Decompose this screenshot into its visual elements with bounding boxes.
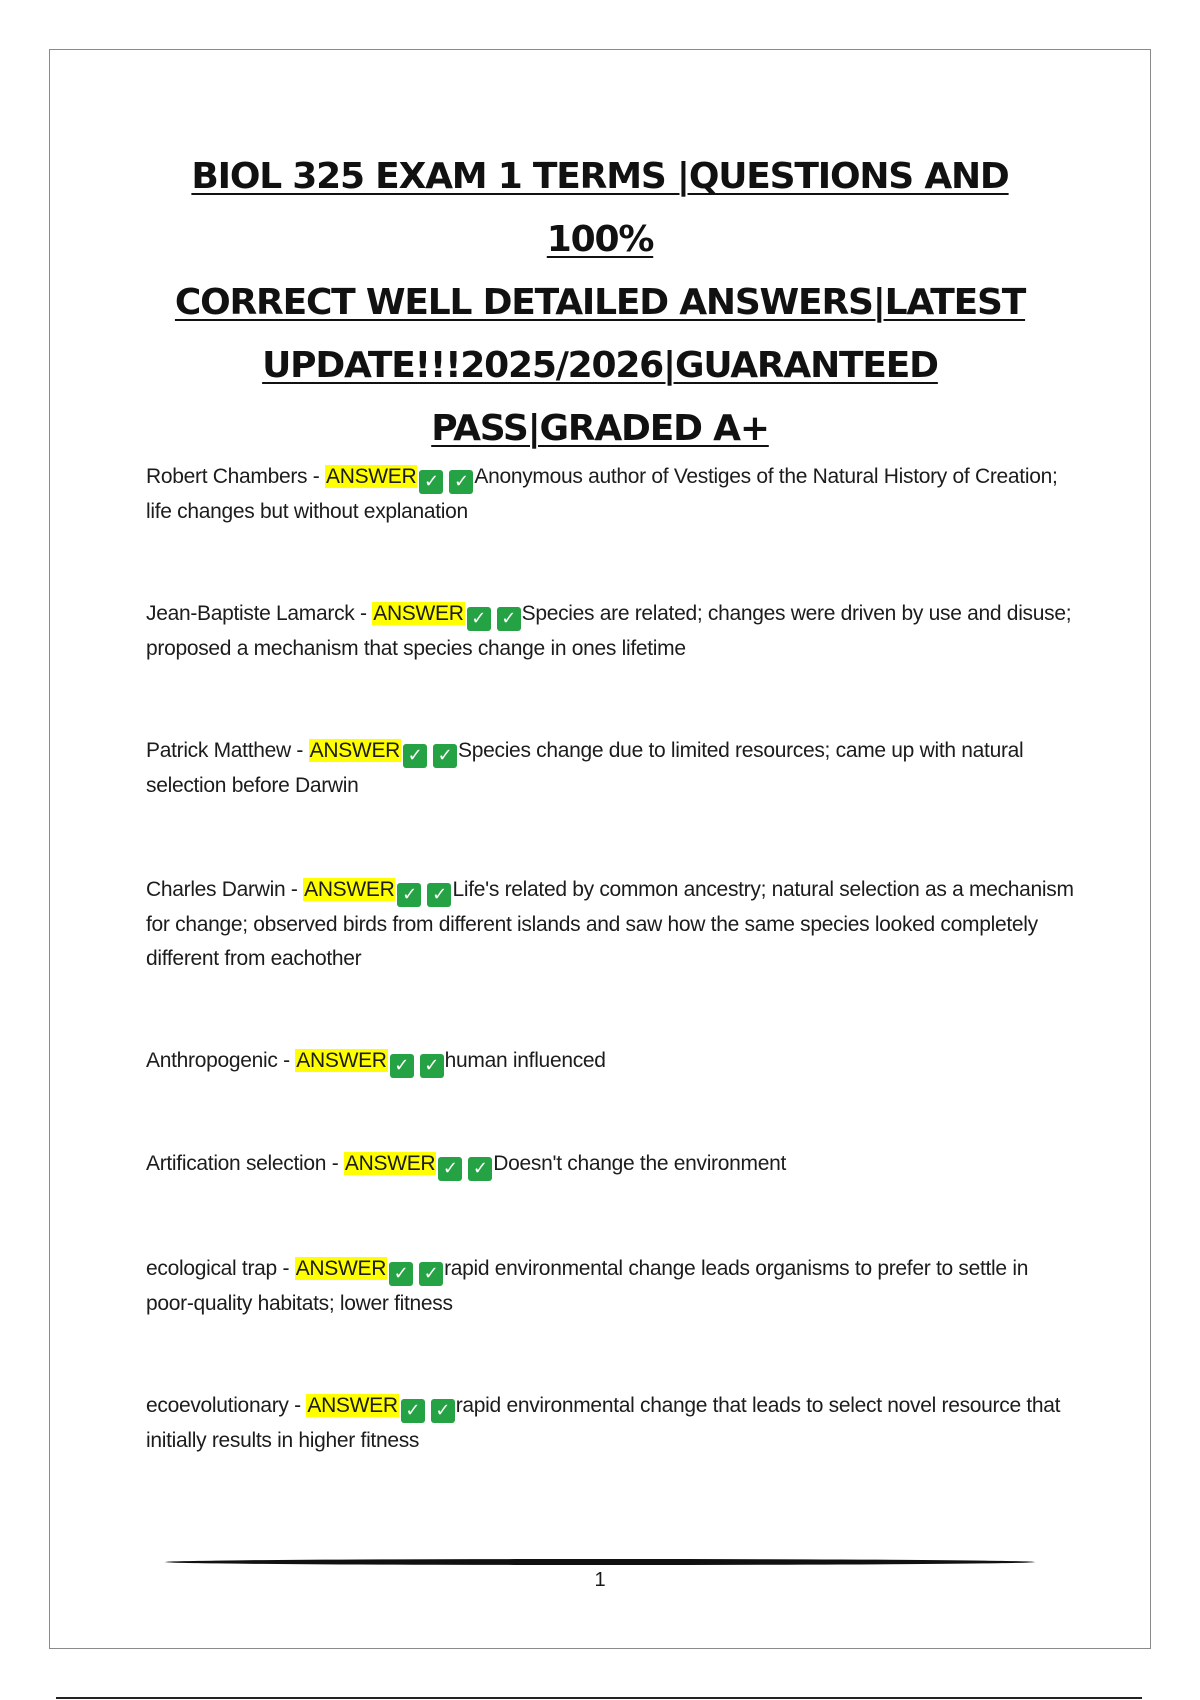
term-entry <box>146 1147 1076 1182</box>
green-checkmark-icon: ✓ <box>427 883 451 907</box>
answer-label: ANSWER <box>307 1394 398 1417</box>
title-line: BIOL 325 EXAM 1 TERMS |QUESTIONS AND 100% <box>191 156 1009 260</box>
answer-label: ANSWER <box>326 465 417 488</box>
bottom-divider <box>56 1697 1142 1699</box>
green-checkmark-icon: ✓ <box>419 470 443 494</box>
title-line: UPDATE!!!2025/2026|GUARANTEED <box>262 345 938 386</box>
term-definition: rapid environmental change that leads to select novel resource that initially results in higher fitness <box>146 1394 1061 1452</box>
term-entry <box>146 1252 1076 1321</box>
term-definition: Anonymous author of Vestiges of the Natural History of Creation; life changes but without explanation <box>146 465 1058 523</box>
answer-label: ANSWER <box>373 602 464 625</box>
term-name: Robert Chambers - <box>146 465 325 488</box>
term-entry <box>146 460 1076 529</box>
green-checkmark-icon: ✓ <box>420 1054 444 1078</box>
green-checkmark-icon: ✓ <box>390 1054 414 1078</box>
term-entry <box>146 1044 1076 1079</box>
green-checkmark-icon: ✓ <box>467 607 491 631</box>
footer-divider <box>165 1559 1035 1565</box>
green-checkmark-icon: ✓ <box>431 1399 455 1423</box>
term-definition: Species are related; changes were driven by use and disuse; proposed a mechanism that species change in ones lifetime <box>146 602 1072 660</box>
term-name: ecoevolutionary - <box>146 1394 307 1417</box>
green-checkmark-icon: ✓ <box>449 470 473 494</box>
term-definition: Life's related by common ancestry; natural selection as a mechanism for change; observed birds from different islands and saw how the same species looked completely different from eachother <box>146 878 1074 970</box>
green-checkmark-icon: ✓ <box>419 1262 443 1286</box>
term-definition: Doesn't change the environment <box>493 1152 786 1175</box>
page-number: 1 <box>594 1569 606 1591</box>
green-checkmark-icon: ✓ <box>468 1157 492 1181</box>
term-entry <box>146 734 1076 803</box>
green-checkmark-icon: ✓ <box>403 744 427 768</box>
term-entry <box>146 873 1076 977</box>
green-checkmark-icon: ✓ <box>401 1399 425 1423</box>
green-checkmark-icon: ✓ <box>433 744 457 768</box>
green-checkmark-icon: ✓ <box>497 607 521 631</box>
term-name: Anthropogenic - <box>146 1049 296 1072</box>
term-name: Artification selection - <box>146 1152 344 1175</box>
green-checkmark-icon: ✓ <box>438 1157 462 1181</box>
term-name: Jean-Baptiste Lamarck - <box>146 602 373 625</box>
answer-label: ANSWER <box>304 878 395 901</box>
green-checkmark-icon: ✓ <box>389 1262 413 1286</box>
answer-label: ANSWER <box>295 1257 387 1280</box>
answer-label: ANSWER <box>296 1049 387 1072</box>
term-entry <box>146 597 1076 666</box>
term-name: Patrick Matthew - <box>146 739 309 762</box>
term-definition: human influenced <box>444 1049 606 1072</box>
term-name: ecological trap - <box>146 1257 295 1280</box>
answer-label: ANSWER <box>309 739 401 762</box>
term-definition: Species change due to limited resources; came up with natural selection before Darwin <box>146 739 1024 797</box>
document-title <box>135 145 1065 460</box>
title-line: CORRECT WELL DETAILED ANSWERS|LATEST <box>174 282 1026 323</box>
green-checkmark-icon: ✓ <box>397 883 421 907</box>
term-name: Charles Darwin - <box>146 878 304 901</box>
answer-label: ANSWER <box>344 1152 436 1175</box>
title-line: PASS|GRADED A+ <box>431 408 769 449</box>
term-definition: rapid environmental change leads organisms to prefer to settle in poor-quality habitats; lower fitness <box>146 1257 1029 1315</box>
term-entry <box>146 1389 1076 1458</box>
